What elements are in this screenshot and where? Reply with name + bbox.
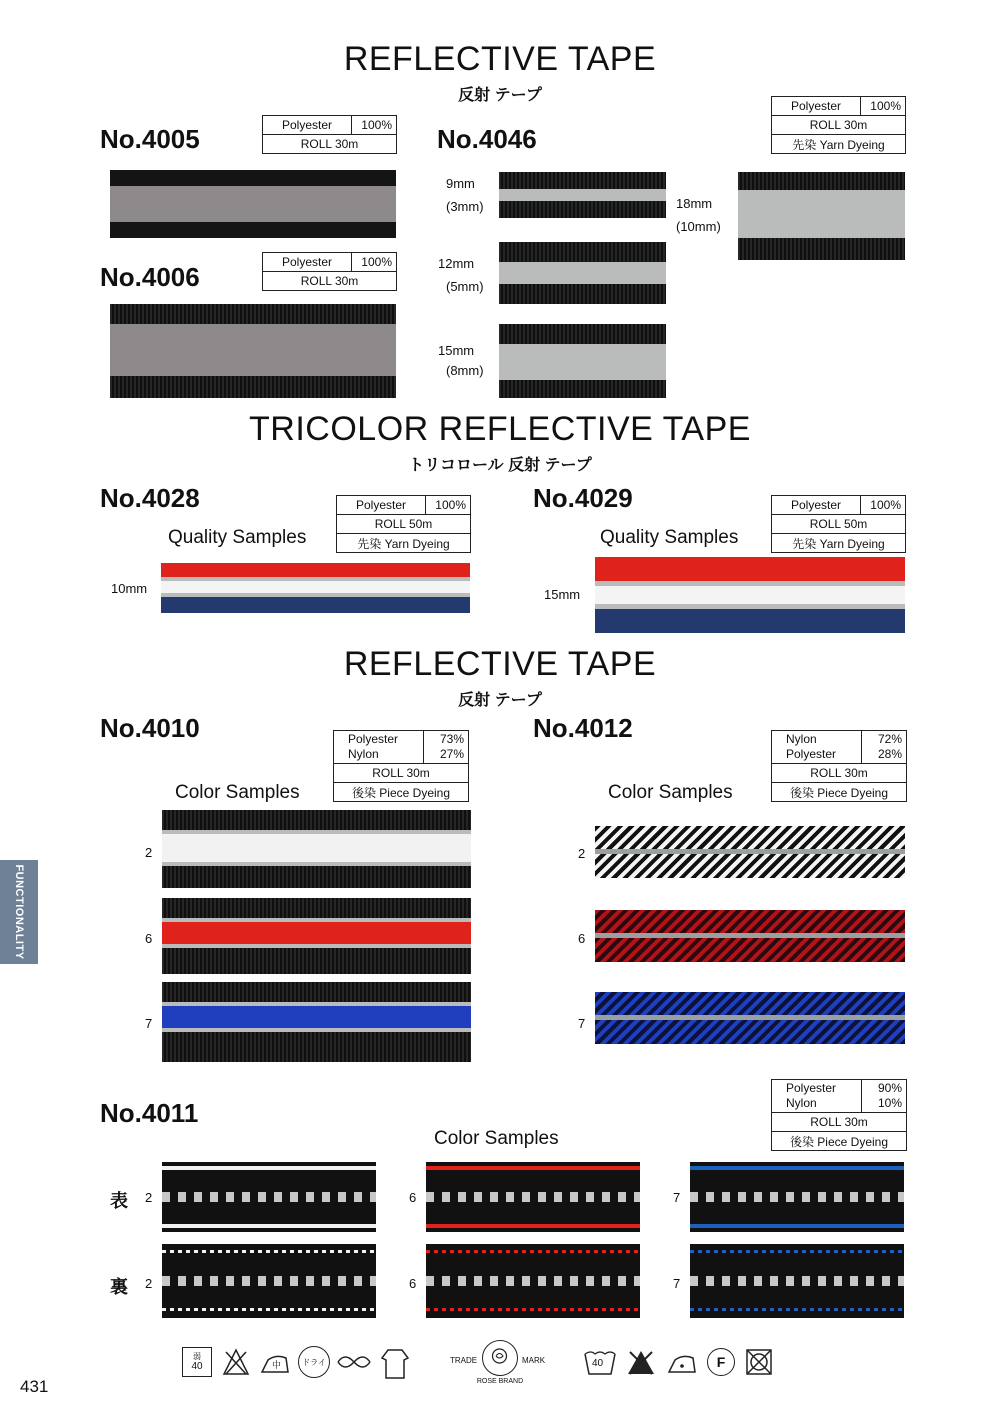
spec-percent-2: 10% <box>877 1096 902 1110</box>
product-number-4029: No.4029 <box>533 483 633 513</box>
spec-box-4028 <box>336 495 471 553</box>
spec-roll: ROLL 30m <box>772 1112 906 1131</box>
spec-box-4010 <box>333 730 469 802</box>
section-title-2: TRICOLOR REFLECTIVE TAPE <box>249 410 751 448</box>
color-number: 2 <box>145 1276 153 1291</box>
reflective-width-3mm: (3mm) <box>446 199 484 214</box>
color-number: 2 <box>145 845 153 860</box>
color-number: 6 <box>409 1190 417 1205</box>
spec-material-2: Nylon <box>786 1096 817 1110</box>
spec-roll: ROLL 30m <box>772 763 906 782</box>
spec-dyeing: 先染 Yarn Dyeing <box>772 134 905 153</box>
color-number: 7 <box>673 1276 681 1291</box>
reflective-width-10mm: (10mm) <box>676 219 721 234</box>
tape-sample-4012-color-2 <box>595 826 905 878</box>
spec-dyeing: 後染 Piece Dyeing <box>772 1131 906 1150</box>
size-label-12mm: 12mm <box>438 256 475 271</box>
section-subtitle-3: 反射 テープ <box>458 692 542 709</box>
spec-dyeing: 先染 Yarn Dyeing <box>337 533 470 552</box>
product-number-4011: No.4011 <box>100 1098 199 1128</box>
tape-sample-4046-18mm <box>738 172 905 260</box>
size-label-9mm: 9mm <box>446 176 475 191</box>
color-number: 2 <box>578 846 586 861</box>
spec-box-4012 <box>771 730 907 802</box>
category-label: FUNCTIONALITY <box>13 864 25 960</box>
face-side-label: 表 <box>110 1191 128 1211</box>
brand-text: ROSE BRAND <box>476 1378 524 1385</box>
spec-percent: 100% <box>435 498 466 512</box>
tape-sample-4046-9mm <box>499 172 666 218</box>
tape-sample-4005 <box>110 170 396 238</box>
tape-sample-4046-12mm <box>499 242 666 304</box>
tape-sample-4010-color-2 <box>162 810 471 888</box>
spec-material: Polyester <box>772 496 861 514</box>
spec-roll: ROLL 30m <box>263 134 396 153</box>
tape-sample-4010-color-7 <box>162 982 471 1062</box>
product-number-4006: No.4006 <box>100 262 200 292</box>
no-tumble-dry-icon <box>745 1348 773 1376</box>
back-side-label: 裏 <box>110 1277 128 1297</box>
trademark-right-text: MARK <box>522 1356 546 1365</box>
color-samples-label-4011: Color Samples <box>434 1128 559 1149</box>
spec-material: Polyester <box>337 496 426 514</box>
section-subtitle-2: トリコロール 反射 テープ <box>408 457 592 474</box>
tape-sample-4006 <box>110 304 396 398</box>
section-title-3: REFLECTIVE TAPE <box>343 645 657 683</box>
tape-sample-4012-color-6 <box>595 910 905 962</box>
hand-wash-icon <box>182 1347 212 1377</box>
iron-medium-icon <box>258 1346 292 1378</box>
spec-dyeing: 後染 Piece Dyeing <box>772 782 906 801</box>
category-side-tab <box>0 860 38 964</box>
color-samples-label-4010: Color Samples <box>175 782 300 803</box>
spec-percent: 100% <box>361 255 392 269</box>
dry-clean-f-label: F <box>716 1354 726 1370</box>
wash-temperature: 40 <box>191 1361 203 1372</box>
spec-roll: ROLL 50m <box>337 514 470 533</box>
product-number-4028: No.4028 <box>100 483 200 513</box>
spec-percent: 100% <box>870 498 901 512</box>
section-subtitle-1: 反射 テープ <box>458 87 542 104</box>
spec-percent-2: 28% <box>877 747 902 761</box>
spec-material-1: Nylon <box>786 732 817 746</box>
no-bleach-solid-icon <box>625 1346 657 1378</box>
reflective-width-5mm: (5mm) <box>446 279 484 294</box>
spec-percent: 100% <box>361 118 392 132</box>
size-label-15mm: 15mm <box>438 343 475 358</box>
spec-box-4005 <box>262 115 397 154</box>
spec-box-4046 <box>771 96 906 154</box>
wash-tub-icon <box>583 1348 617 1376</box>
spec-roll: ROLL 30m <box>772 115 905 134</box>
iron-low-icon <box>665 1348 699 1378</box>
color-number: 6 <box>409 1276 417 1291</box>
page-number: 431 <box>20 1377 49 1396</box>
spec-dyeing: 先染 Yarn Dyeing <box>772 533 905 552</box>
size-label-18mm: 18mm <box>676 196 713 211</box>
tape-sample-4046-15mm <box>499 324 666 398</box>
spec-roll: ROLL 30m <box>334 763 468 782</box>
tape-sample-4011-face-6 <box>426 1162 640 1232</box>
spec-material-2: Polyester <box>786 747 837 761</box>
wring-gently-icon <box>336 1350 372 1374</box>
color-number: 6 <box>578 931 586 946</box>
product-number-4005: No.4005 <box>100 124 200 154</box>
rose-logo-icon <box>482 1340 518 1376</box>
reflective-width-8mm: (8mm) <box>446 363 484 378</box>
dry-clean-label: ドライ <box>302 1357 326 1367</box>
tape-sample-4029 <box>595 557 905 633</box>
spec-percent-2: 27% <box>439 747 464 761</box>
wash-gentle-label: 弱 <box>193 1352 201 1361</box>
iron-temp-label: 中 <box>272 1360 282 1370</box>
spec-roll: ROLL 50m <box>772 514 905 533</box>
color-number: 7 <box>145 1016 153 1031</box>
hang-dry-shirt-icon <box>380 1346 410 1380</box>
tape-sample-4011-back-2 <box>162 1244 376 1318</box>
section-title-1: REFLECTIVE TAPE <box>343 40 657 78</box>
tape-sample-4011-face-2 <box>162 1162 376 1232</box>
tape-sample-4011-face-7 <box>690 1162 904 1232</box>
spec-box-4011 <box>771 1079 907 1151</box>
size-label-10mm: 10mm <box>111 581 148 596</box>
spec-material: Polyester <box>263 116 352 134</box>
size-label-15mm-tricolor: 15mm <box>544 587 581 602</box>
tape-sample-4011-back-6 <box>426 1244 640 1318</box>
spec-material-1: Polyester <box>786 1081 837 1095</box>
spec-percent-1: 72% <box>877 732 902 746</box>
no-bleach-icon <box>220 1346 252 1378</box>
tape-sample-4028 <box>161 563 470 613</box>
quality-samples-label-4029: Quality Samples <box>600 527 739 548</box>
color-number: 7 <box>578 1016 586 1031</box>
product-number-4010: No.4010 <box>100 713 200 743</box>
spec-dyeing: 後染 Piece Dyeing <box>334 782 468 801</box>
product-number-4046: No.4046 <box>437 124 537 154</box>
spec-box-4006 <box>262 252 397 291</box>
quality-samples-label-4028: Quality Samples <box>168 527 307 548</box>
spec-material-1: Polyester <box>348 732 399 746</box>
tape-sample-4012-color-7 <box>595 992 905 1044</box>
tape-sample-4010-color-6 <box>162 898 471 974</box>
product-number-4012: No.4012 <box>533 713 633 743</box>
tape-sample-4011-back-7 <box>690 1244 904 1318</box>
spec-box-4029 <box>771 495 906 553</box>
color-number: 6 <box>145 931 153 946</box>
wash-tub-temperature: 40 <box>592 1358 604 1369</box>
spec-material-2: Nylon <box>348 747 379 761</box>
spec-percent-1: 90% <box>877 1081 902 1095</box>
spec-percent-1: 73% <box>439 732 464 746</box>
color-number: 2 <box>145 1190 153 1205</box>
color-samples-label-4012: Color Samples <box>608 782 733 803</box>
spec-percent: 100% <box>870 99 901 113</box>
spec-material: Polyester <box>263 253 352 271</box>
color-number: 7 <box>673 1190 681 1205</box>
spec-roll: ROLL 30m <box>263 271 396 290</box>
spec-material: Polyester <box>772 97 861 115</box>
dry-clean-icon <box>298 1346 330 1378</box>
trademark-left-text: TRADE <box>450 1356 478 1365</box>
dry-clean-f-icon <box>707 1348 735 1376</box>
